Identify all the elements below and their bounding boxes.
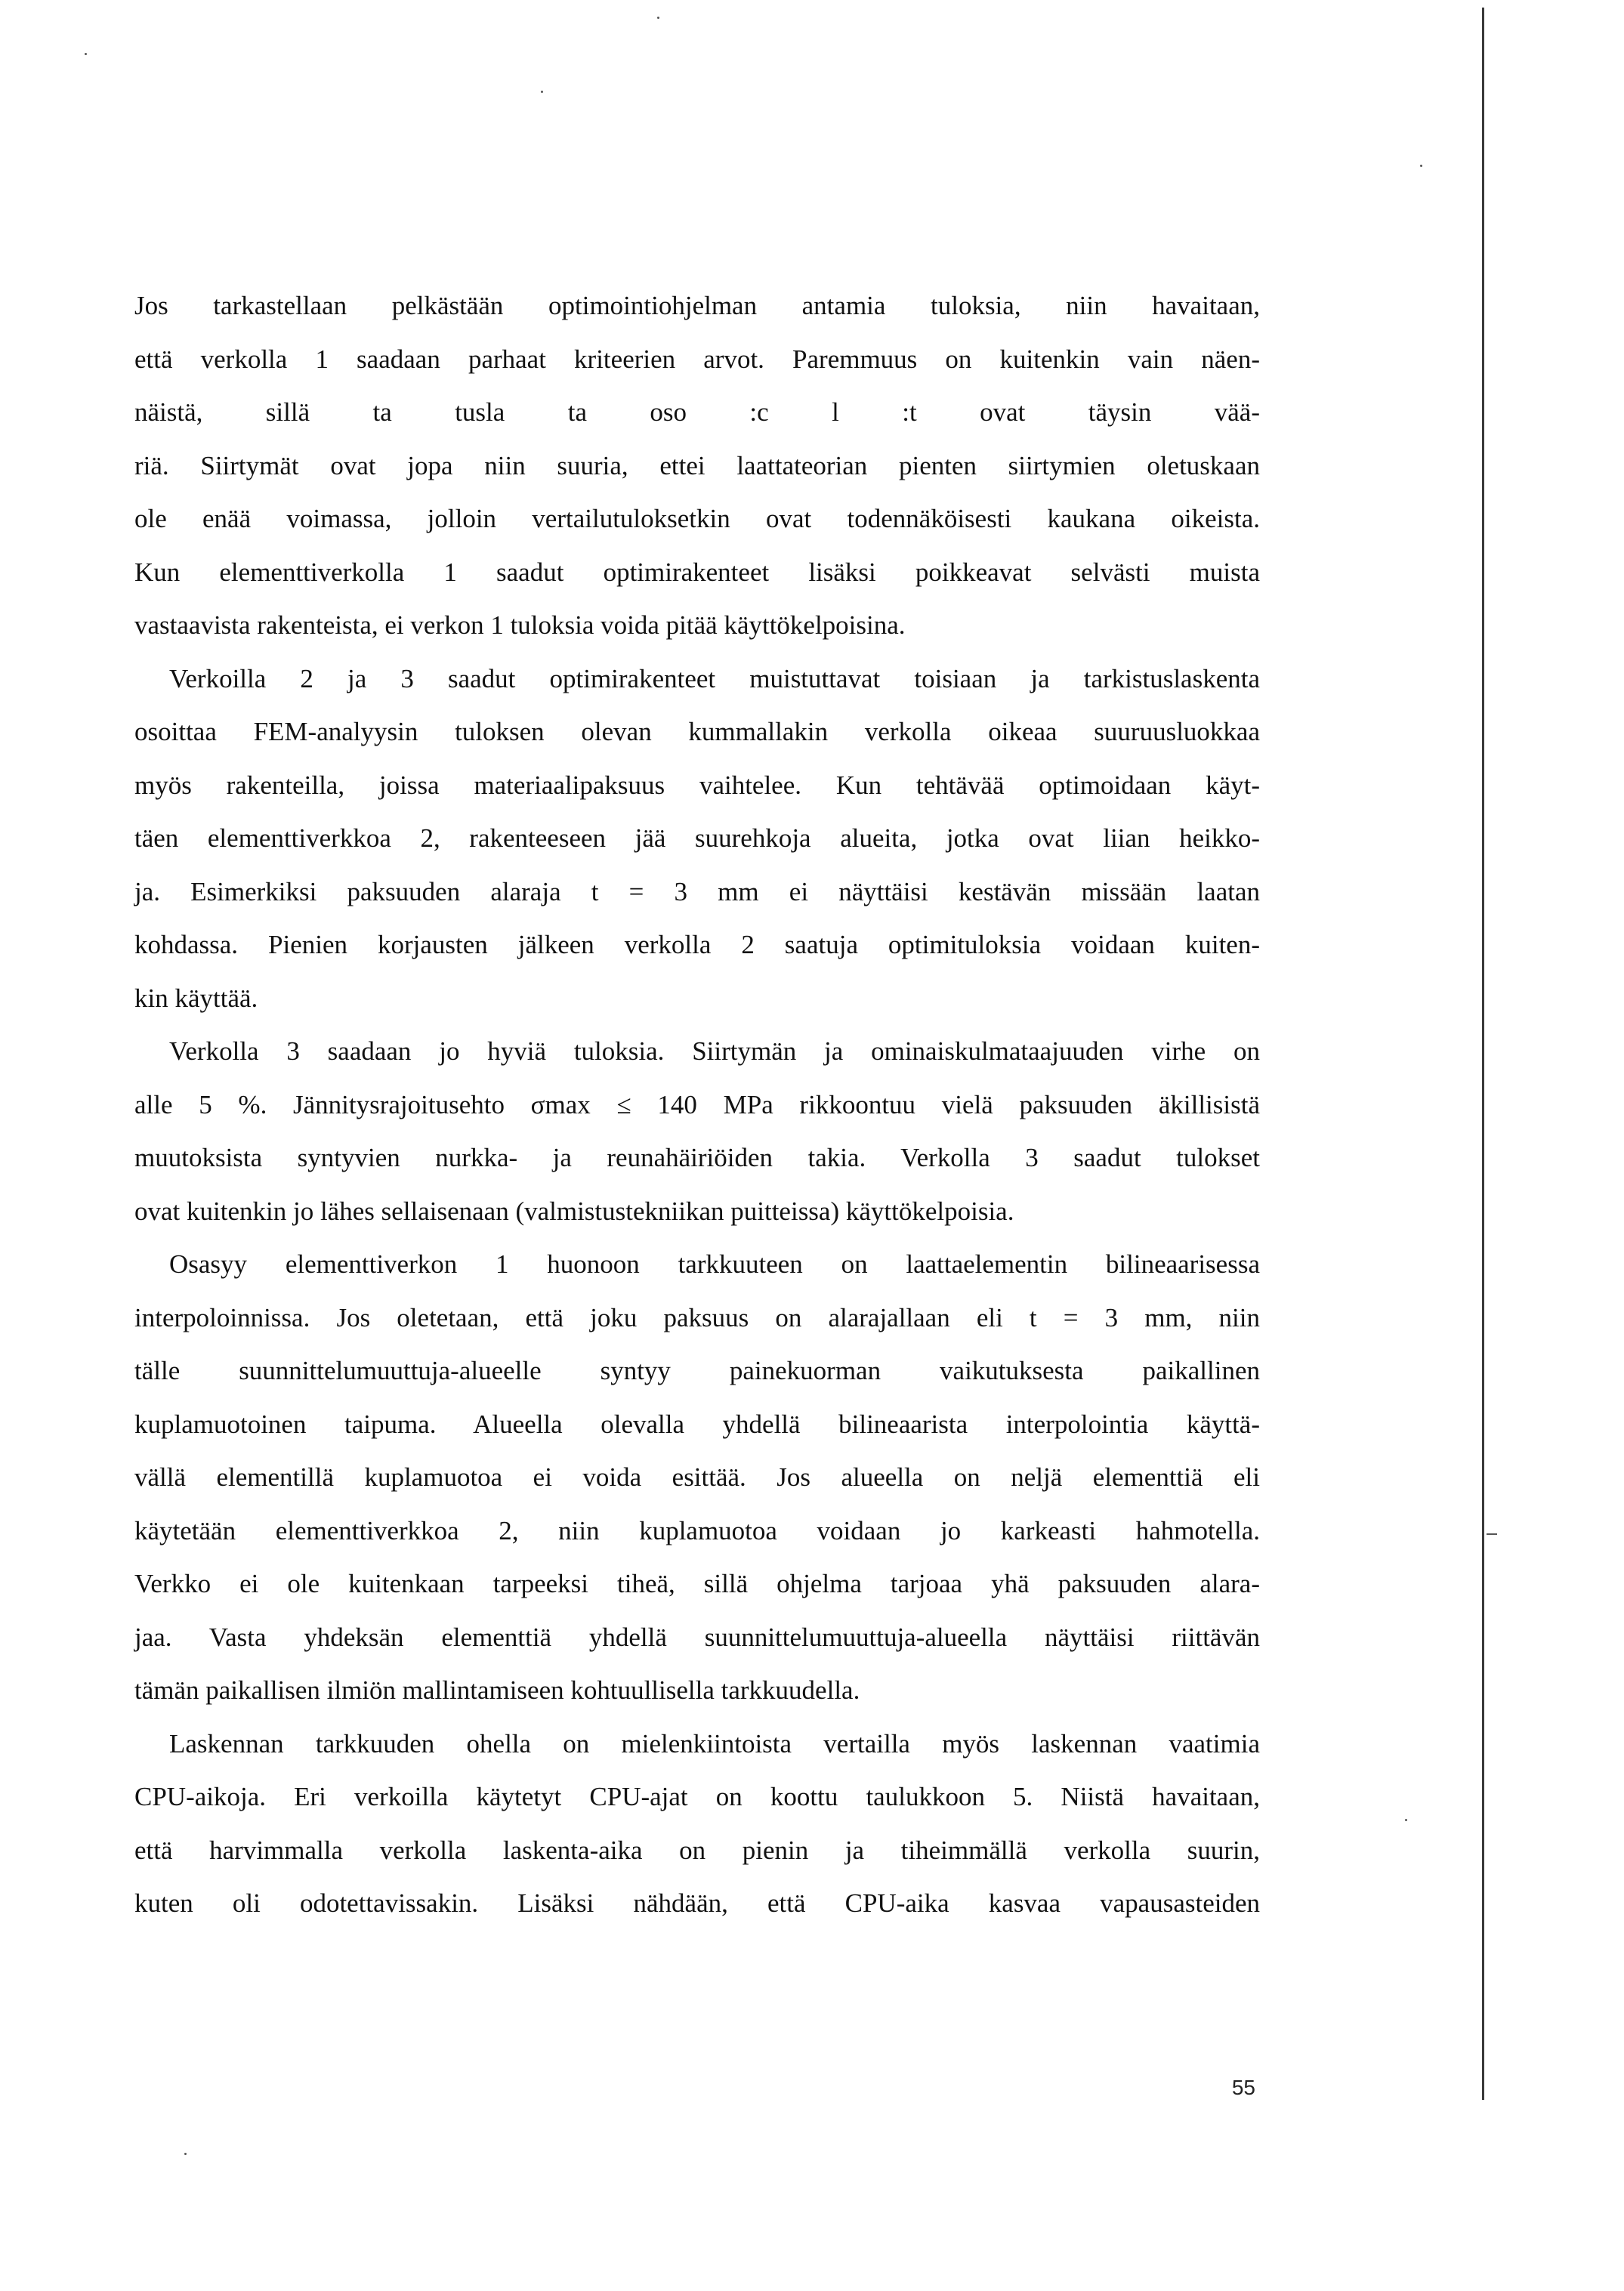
scan-speck	[657, 17, 659, 19]
text-line: että harvimmalla verkolla laskenta-aika on pienin ja tiheimmällä verkolla suurin,	[134, 1835, 1260, 1865]
text-line: näistä, sillä ta tusla ta oso :c l :t ovat täysin vää-	[134, 397, 1260, 427]
text-line: Laskennan tarkkuuden ohella on mielenkiintoista vertailla myös laskennan vaatimia	[169, 1728, 1260, 1758]
text-line: kuten oli odotettavissakin. Lisäksi nähdään, että CPU-aika kasvaa vapausasteiden	[134, 1888, 1260, 1918]
text-line: vällä elementillä kuplamuotoa ei voida esittää. Jos alueella on neljä elementtiä eli	[134, 1462, 1260, 1492]
paragraph	[134, 1238, 1260, 1718]
text-line: Verkoilla 2 ja 3 saadut optimirakenteet muistuttavat toisiaan ja tarkistuslaskenta	[169, 663, 1260, 693]
text-line: CPU-aikoja. Eri verkoilla käytetyt CPU-ajat on koottu taulukkoon 5. Niistä havaitaan,	[134, 1782, 1260, 1811]
text-line: ole enää voimassa, jolloin vertailutuloksetkin ovat todennäköisesti kaukana oikeista.	[134, 504, 1260, 533]
text-line: Osasyy elementtiverkon 1 huonoon tarkkuuteen on laattaelementin bilineaarisessa	[169, 1249, 1260, 1279]
text-line: myös rakenteilla, joissa materiaalipaksuus vaihtelee. Kun tehtävää optimoidaan käyt-	[134, 770, 1260, 800]
scan-mark	[1487, 1533, 1497, 1535]
text-line: että verkolla 1 saadaan parhaat kriteerien arvot. Paremmuus on kuitenkin vain näen-	[134, 344, 1260, 374]
text-line: vastaavista rakenteista, ei verkon 1 tuloksia voida pitää käyttökelpoisina.	[134, 610, 906, 640]
body-text	[134, 279, 1260, 1931]
scan-speck	[85, 53, 87, 55]
text-line: kuplamuotoinen taipuma. Alueella olevalla yhdellä bilineaarista interpolointia käyttä-	[134, 1409, 1260, 1439]
scan-speck	[1405, 1819, 1407, 1821]
text-line: osoittaa FEM-analyysin tuloksen olevan kummallakin verkolla oikeaa suuruusluokkaa	[134, 717, 1260, 746]
text-line: Kun elementtiverkolla 1 saadut optimirakenteet lisäksi poikkeavat selvästi muista	[134, 557, 1260, 587]
text-line: kohdassa. Pienien korjausten jälkeen verkolla 2 saatuja optimituloksia voidaan kuiten-	[134, 930, 1260, 959]
scan-edge-line	[1482, 8, 1484, 2100]
text-line: interpoloinnissa. Jos oletetaan, että joku paksuus on alarajallaan eli t = 3 mm, niin	[134, 1302, 1260, 1332]
text-line: täen elementtiverkkoa 2, rakenteeseen jää suurehkoja alueita, jotka ovat liian heikko-	[134, 823, 1260, 853]
paragraph	[134, 1025, 1260, 1238]
text-line: riä. Siirtymät ovat jopa niin suuria, ettei laattateorian pienten siirtymien oletuskaan	[134, 450, 1260, 480]
text-line: alle 5 %. Jännitysrajoitusehto σmax ≤ 140 MPa rikkoontuu vielä paksuuden äkillisistä	[134, 1089, 1260, 1119]
page-number: 55	[1231, 2076, 1255, 2099]
text-line: ja. Esimerkiksi paksuuden alaraja t = 3 mm ei näyttäisi kestävän missään laatan	[134, 876, 1260, 906]
text-line: tämän paikallisen ilmiön mallintamiseen kohtuullisella tarkkuudella.	[134, 1675, 860, 1705]
paragraph	[134, 279, 1260, 653]
text-line: käytetään elementtiverkkoa 2, niin kuplamuotoa voidaan jo karkeasti hahmotella.	[134, 1515, 1260, 1545]
scan-speck	[184, 2153, 187, 2155]
text-line: jaa. Vasta yhdeksän elementtiä yhdellä suunnittelumuuttuja-alueella näyttäisi riittävän	[134, 1622, 1260, 1652]
paragraph	[134, 1718, 1260, 1931]
text-line: tälle suunnittelumuuttuja-alueelle syntyy painekuorman vaikutuksesta paikallinen	[134, 1356, 1260, 1385]
paragraph	[134, 653, 1260, 1026]
text-line: Verkolla 3 saadaan jo hyviä tuloksia. Siirtymän ja ominaiskulmataajuuden virhe on	[169, 1036, 1260, 1066]
text-line: Jos tarkastellaan pelkästään optimointiohjelman antamia tuloksia, niin havaitaan,	[134, 291, 1260, 320]
scan-speck	[541, 91, 543, 93]
text-line: Verkko ei ole kuitenkaan tarpeeksi tiheä, sillä ohjelma tarjoaa yhä paksuuden alara-	[134, 1569, 1260, 1598]
text-line: muutoksista syntyvien nurkka- ja reunahäiriöiden takia. Verkolla 3 saadut tulokset	[134, 1143, 1260, 1172]
text-line: ovat kuitenkin jo lähes sellaisenaan (valmistustekniikan puitteissa) käyttökelpoisia.	[134, 1196, 1014, 1226]
scan-speck	[1420, 165, 1422, 167]
text-line: kin käyttää.	[134, 983, 258, 1013]
